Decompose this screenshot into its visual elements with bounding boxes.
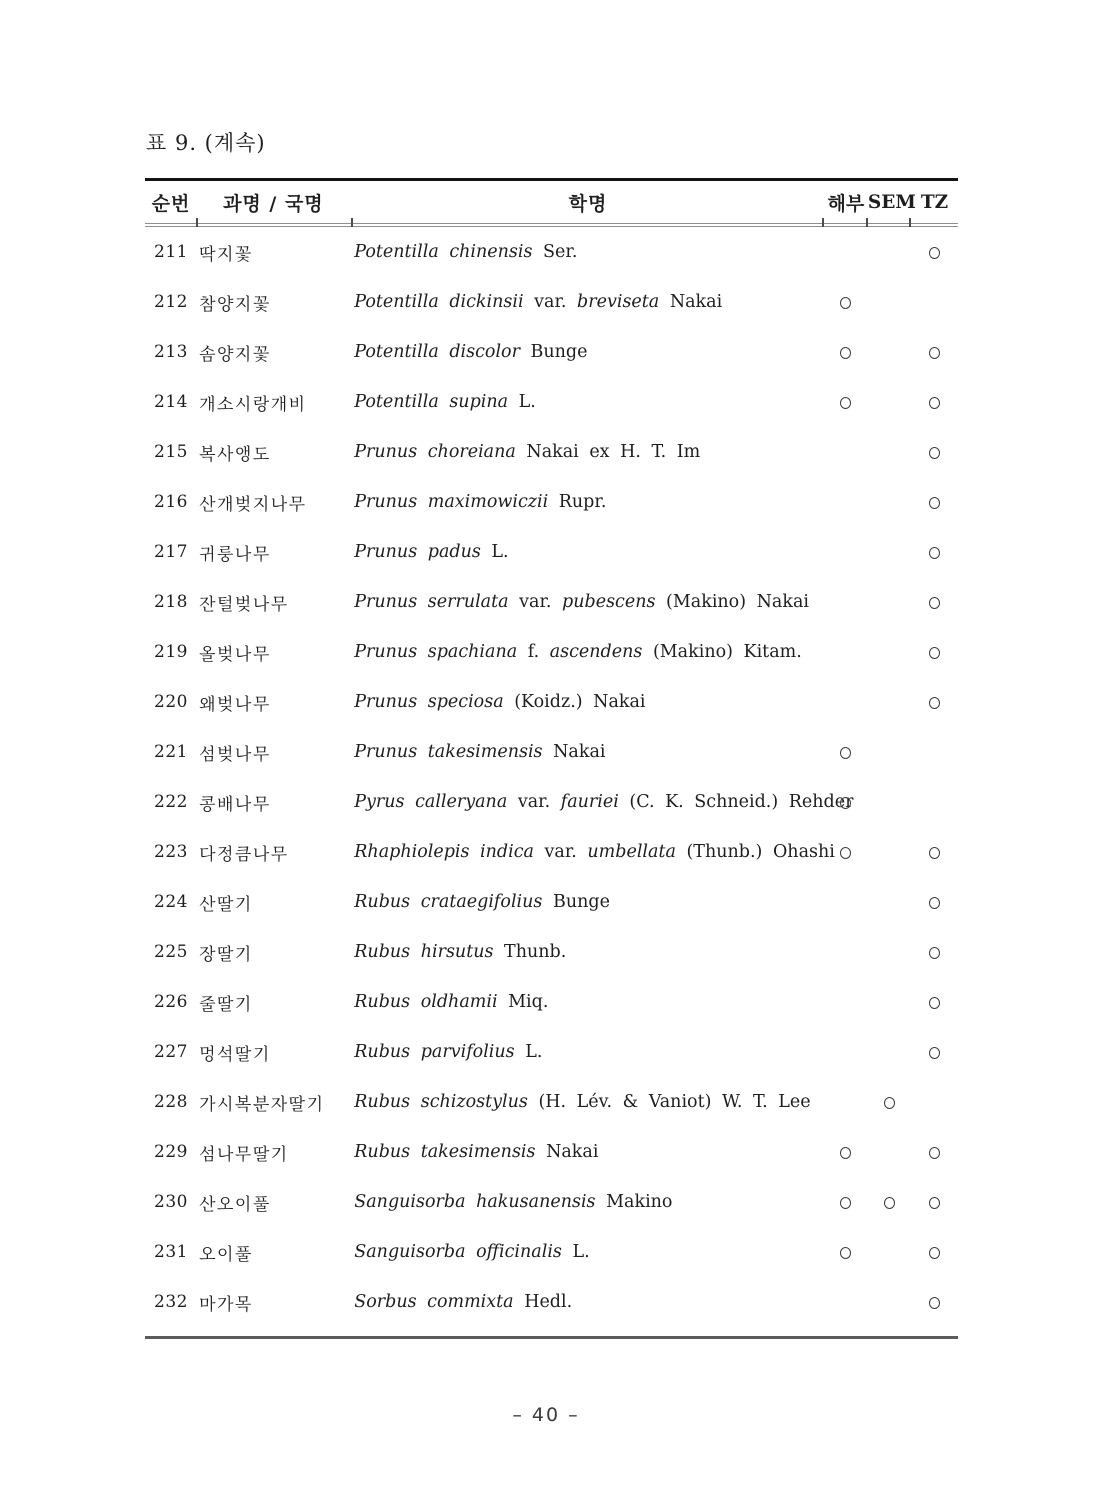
tz-mark — [929, 347, 940, 359]
table-row — [145, 877, 958, 927]
column-divider-tick — [196, 218, 198, 227]
tz-mark — [929, 497, 940, 509]
row-scientific-name: Prunus spachiana f. ascendens (Makino) Kitam. — [354, 642, 802, 662]
row-no: 215 — [154, 442, 188, 462]
tz-mark — [929, 247, 940, 259]
table-row — [145, 577, 958, 627]
anatomy-mark — [840, 297, 851, 309]
table-row — [145, 777, 958, 827]
table-row — [145, 977, 958, 1027]
table-row — [145, 677, 958, 727]
anatomy-mark — [840, 397, 851, 409]
row-scientific-name: Potentilla discolor Bunge — [354, 342, 588, 362]
species-table — [145, 178, 958, 1339]
row-scientific-name: Potentilla supina L. — [354, 392, 536, 412]
tz-mark — [929, 1297, 940, 1309]
row-scientific-name: Prunus choreiana Nakai ex H. T. Im — [354, 442, 701, 462]
table-row — [145, 1277, 958, 1327]
table-row — [145, 477, 958, 527]
row-korean-name: 가시복분자딸기 — [199, 1094, 325, 1115]
row-korean-name: 올벚나무 — [199, 644, 271, 665]
row-korean-name: 귀룽나무 — [199, 544, 271, 565]
table-body — [145, 225, 958, 1338]
tz-mark — [929, 647, 940, 659]
row-korean-name: 섬벚나무 — [199, 744, 271, 765]
sem-mark — [884, 1197, 895, 1209]
table-row — [145, 1027, 958, 1077]
tz-mark — [929, 847, 940, 859]
tz-mark — [929, 597, 940, 609]
row-no: 227 — [154, 1042, 188, 1062]
table-row — [145, 1127, 958, 1177]
anatomy-mark — [840, 747, 851, 759]
row-korean-name: 섬나무딸기 — [199, 1144, 289, 1165]
anatomy-mark — [840, 797, 851, 809]
row-no: 229 — [154, 1142, 188, 1162]
row-no: 231 — [154, 1242, 188, 1262]
row-korean-name: 산딸기 — [199, 894, 253, 915]
table-row — [145, 277, 958, 327]
row-no: 232 — [154, 1292, 188, 1312]
row-no: 213 — [154, 342, 188, 362]
row-no: 222 — [154, 792, 188, 812]
row-korean-name: 참양지꽃 — [199, 294, 271, 315]
column-divider-tick — [351, 218, 353, 227]
row-no: 219 — [154, 642, 188, 662]
col-header-sem: SEM — [868, 180, 911, 226]
tz-mark — [929, 547, 940, 559]
row-scientific-name: Rubus hirsutus Thunb. — [354, 942, 567, 962]
col-header-scientific: 학명 — [352, 180, 824, 226]
tz-mark — [929, 1247, 940, 1259]
row-korean-name: 개소시랑개비 — [199, 394, 307, 415]
row-scientific-name: Sanguisorba officinalis L. — [354, 1242, 590, 1262]
row-no: 218 — [154, 592, 188, 612]
row-no: 217 — [154, 542, 188, 562]
col-header-anatomy: 해부 — [824, 180, 868, 226]
row-scientific-name: Rubus oldhamii Miq. — [354, 992, 549, 1012]
table-row — [145, 1227, 958, 1277]
column-divider-tick — [909, 218, 911, 227]
table-bottom-spacer — [145, 1327, 958, 1338]
column-divider-tick — [866, 218, 868, 227]
table-row — [145, 827, 958, 877]
row-scientific-name: Potentilla chinensis Ser. — [354, 242, 578, 262]
table-title: 표 9. (계속) — [146, 131, 266, 155]
row-korean-name: 산개벚지나무 — [199, 494, 307, 515]
row-scientific-name: Prunus serrulata var. pubescens (Makino) Nakai — [354, 592, 809, 612]
row-korean-name: 딱지꽃 — [199, 244, 253, 265]
page-number: – 40 – — [512, 1404, 580, 1426]
row-scientific-name: Prunus maximowiczii Rupr. — [354, 492, 607, 512]
anatomy-mark — [840, 1197, 851, 1209]
table-row — [145, 427, 958, 477]
tz-mark — [929, 897, 940, 909]
table-row — [145, 727, 958, 777]
row-scientific-name: Prunus takesimensis Nakai — [354, 742, 606, 762]
row-scientific-name: Potentilla dickinsii var. breviseta Nakai — [354, 292, 723, 312]
col-header-family-korean: 과명 / 국명 — [197, 180, 352, 226]
row-korean-name: 오이풀 — [199, 1244, 253, 1265]
row-korean-name: 장딸기 — [199, 944, 253, 965]
col-header-no: 순번 — [145, 180, 197, 226]
row-scientific-name: Sanguisorba hakusanensis Makino — [354, 1192, 673, 1212]
tz-mark — [929, 947, 940, 959]
row-korean-name: 마가목 — [199, 1294, 253, 1315]
row-scientific-name: Rubus takesimensis Nakai — [354, 1142, 599, 1162]
anatomy-mark — [840, 847, 851, 859]
row-no: 223 — [154, 842, 188, 862]
row-no: 220 — [154, 692, 188, 712]
tz-mark — [929, 1197, 940, 1209]
species-table-wrap — [145, 178, 958, 1339]
anatomy-mark — [840, 1147, 851, 1159]
tz-mark — [929, 1047, 940, 1059]
row-korean-name: 왜벚나무 — [199, 694, 271, 715]
row-no: 214 — [154, 392, 188, 412]
tz-mark — [929, 997, 940, 1009]
row-korean-name: 멍석딸기 — [199, 1044, 271, 1065]
row-scientific-name: Pyrus calleryana var. fauriei (C. K. Schneid.) Rehder — [354, 792, 854, 812]
table-row — [145, 927, 958, 977]
row-no: 230 — [154, 1192, 188, 1212]
row-korean-name: 줄딸기 — [199, 994, 253, 1015]
row-scientific-name: Sorbus commixta Hedl. — [354, 1292, 573, 1312]
row-no: 225 — [154, 942, 188, 962]
column-divider-tick — [822, 218, 824, 227]
row-no: 228 — [154, 1092, 188, 1112]
row-korean-name: 복사앵도 — [199, 444, 271, 465]
row-no: 211 — [154, 242, 188, 262]
row-no: 216 — [154, 492, 188, 512]
tz-mark — [929, 397, 940, 409]
tz-mark — [929, 447, 940, 459]
row-scientific-name: Rubus crataegifolius Bunge — [354, 892, 610, 912]
table-row — [145, 377, 958, 427]
row-scientific-name: Rubus parvifolius L. — [354, 1042, 543, 1062]
table-row — [145, 627, 958, 677]
sem-mark — [884, 1097, 895, 1109]
row-scientific-name: Prunus speciosa (Koidz.) Nakai — [354, 692, 646, 712]
col-header-tz: TZ — [911, 180, 958, 226]
row-scientific-name: Prunus padus L. — [354, 542, 509, 562]
row-no: 224 — [154, 892, 188, 912]
tz-mark — [929, 697, 940, 709]
row-korean-name: 산오이풀 — [199, 1194, 271, 1215]
row-no: 221 — [154, 742, 188, 762]
row-scientific-name: Rhaphiolepis indica var. umbellata (Thunb.) Ohashi — [354, 842, 835, 862]
row-no: 212 — [154, 292, 188, 312]
anatomy-mark — [840, 1247, 851, 1259]
table-row — [145, 327, 958, 377]
row-korean-name: 다정큼나무 — [199, 844, 289, 865]
row-korean-name: 잔털벚나무 — [199, 594, 289, 615]
row-korean-name: 솜양지꽃 — [199, 344, 271, 365]
table-row — [145, 1077, 958, 1127]
row-no: 226 — [154, 992, 188, 1012]
table-row — [145, 225, 958, 277]
table-header-row — [145, 180, 958, 226]
row-korean-name: 콩배나무 — [199, 794, 271, 815]
tz-mark — [929, 1147, 940, 1159]
anatomy-mark — [840, 347, 851, 359]
row-scientific-name: Rubus schizostylus (H. Lév. & Vaniot) W. T. Lee — [354, 1092, 811, 1112]
table-header — [145, 180, 958, 226]
table-row — [145, 527, 958, 577]
table-row — [145, 1177, 958, 1227]
